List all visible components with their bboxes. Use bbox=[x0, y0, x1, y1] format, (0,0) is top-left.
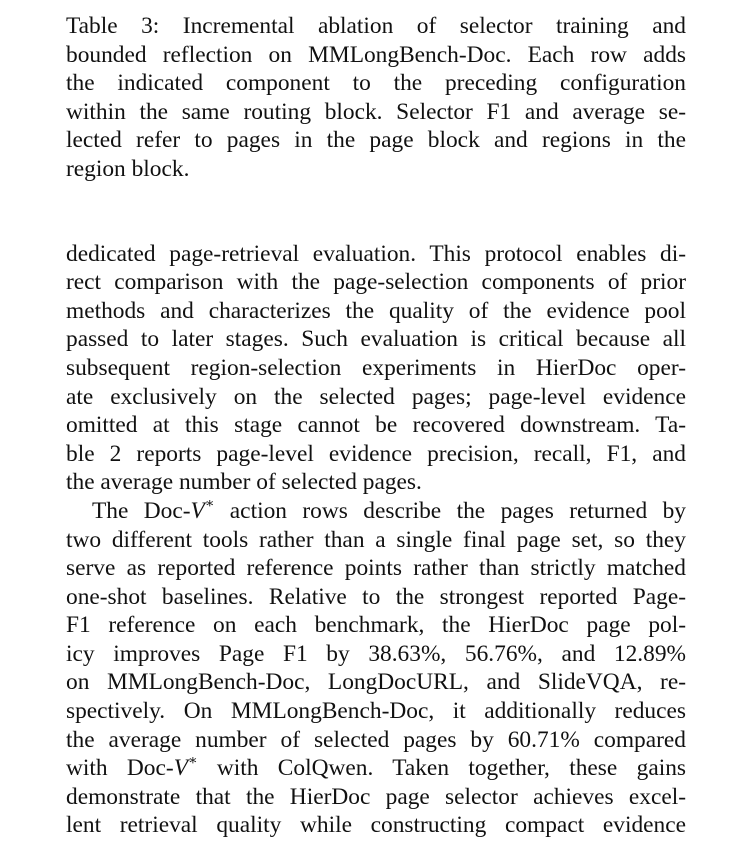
math-symbol: V bbox=[173, 755, 188, 782]
body-paragraph-1 bbox=[66, 240, 686, 497]
paragraph-line: F1 reference on each benchmark, the HierDoc page pol- bbox=[66, 612, 686, 639]
paragraph-line: ate exclusively on the selected pages; page-level evidence bbox=[66, 383, 686, 410]
caption-line: Table 3: Incremental ablation of selector training and bbox=[66, 13, 686, 39]
paragraph-line: methods and characterizes the quality of the evidence pool bbox=[66, 297, 686, 324]
paragraph-line: two different tools rather than a single final page set, so they bbox=[66, 526, 686, 553]
paragraph-line: ble 2 reports page-level evidence precision, recall, F1, and bbox=[66, 440, 686, 467]
caption-line: the indicated component to the preceding configuration bbox=[66, 70, 686, 97]
paragraph-line bbox=[66, 497, 686, 526]
text-run: with ColQwen. Taken together, these gains bbox=[197, 755, 686, 782]
text-run: The Doc- bbox=[92, 497, 191, 524]
math-superscript: ∗ bbox=[204, 495, 215, 512]
caption-line: bounded reflection on MMLongBench-Doc. Each row adds bbox=[66, 41, 686, 68]
paragraph-line: lent retrieval quality while constructing compact evidence bbox=[66, 812, 686, 839]
paragraph-line: serve as reported reference points rather than strictly matched bbox=[66, 555, 686, 582]
math-superscript: ∗ bbox=[187, 752, 198, 769]
paragraph-line: one-shot baselines. Relative to the strongest reported Page- bbox=[66, 583, 686, 610]
paragraph-line: passed to later stages. Such evaluation is critical because all bbox=[66, 326, 686, 353]
caption-line: within the same routing block. Selector F1 and average se- bbox=[66, 98, 686, 125]
paragraph-line: dedicated page-retrieval evaluation. This protocol enables di- bbox=[66, 240, 686, 267]
paragraph-line: rect comparison with the page-selection components of prior bbox=[66, 269, 686, 296]
paragraph-line: on MMLongBench-Doc, LongDocURL, and SlideVQA, re- bbox=[66, 669, 686, 696]
paragraph-line: the average number of selected pages by 60.71% compared bbox=[66, 726, 686, 753]
paragraph-line: spectively. On MMLongBench-Doc, it additionally reduces bbox=[66, 698, 686, 725]
text-run: action rows describe the pages returned by bbox=[214, 497, 686, 524]
paragraph-line bbox=[66, 754, 686, 783]
paragraph-line: subsequent region-selection experiments in HierDoc oper- bbox=[66, 354, 686, 381]
caption-line: region block. bbox=[66, 155, 190, 182]
paragraph-line: omitted at this stage cannot be recovered downstream. Ta- bbox=[66, 412, 686, 439]
paragraph-line: icy improves Page F1 by 38.63%, 56.76%, and 12.89% bbox=[66, 640, 686, 667]
text-run: with Doc- bbox=[66, 755, 174, 782]
table-caption bbox=[66, 12, 686, 184]
body-paragraph-2 bbox=[66, 497, 686, 840]
paragraph-line: demonstrate that the HierDoc page selector achieves excel- bbox=[66, 783, 686, 810]
section-gap bbox=[66, 184, 686, 240]
caption-line: lected refer to pages in the page block and regions in the bbox=[66, 127, 686, 154]
math-symbol: V bbox=[190, 497, 205, 524]
paragraph-line: the average number of selected pages. bbox=[66, 469, 422, 496]
